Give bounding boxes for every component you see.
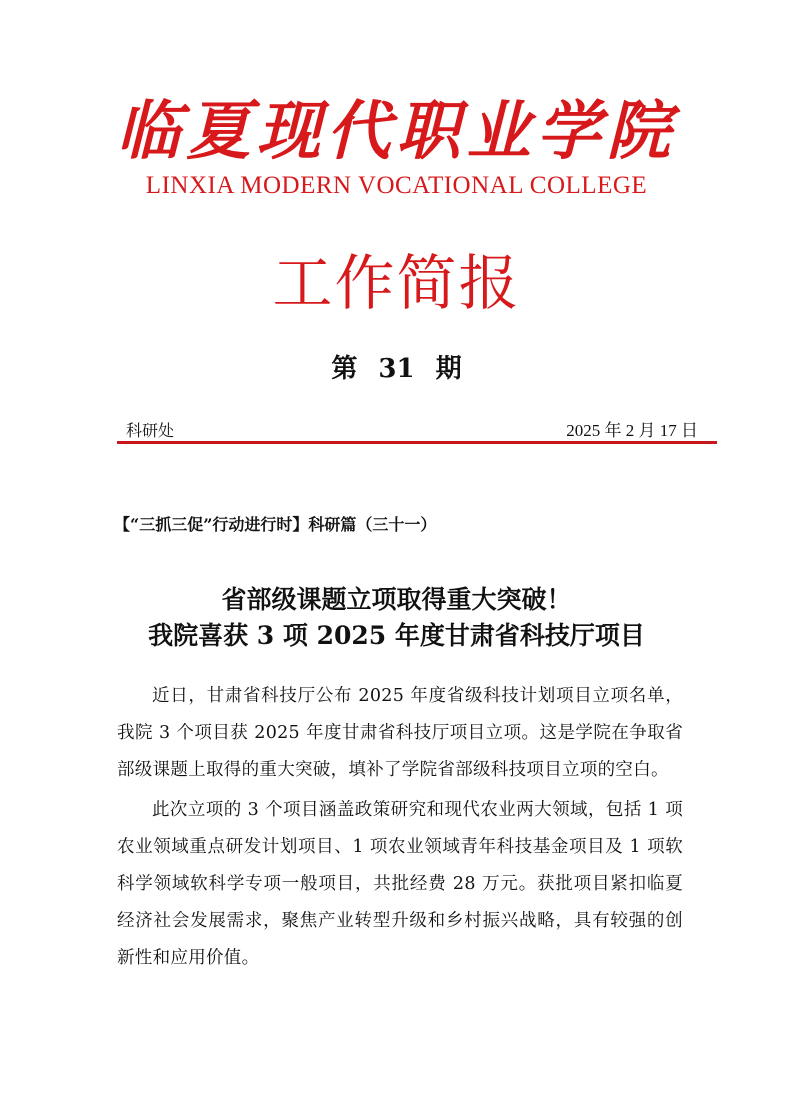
college-logo-chinese: 临夏现代职业学院 <box>116 94 677 169</box>
headline-line-1: 省部级课题立项取得重大突破！ <box>221 585 572 614</box>
issue-suffix: 期 <box>435 354 462 384</box>
article-body <box>117 678 683 980</box>
issue-number-line <box>0 352 793 386</box>
section-tag: 【“三抓三促”行动进行时】科研篇（三十一） <box>114 515 437 534</box>
header-divider <box>117 441 717 444</box>
issue-number: 31 <box>378 354 415 384</box>
headline-line-2: 我院喜获 3 项 2025 年度甘肃省科技厅项目 <box>148 621 645 650</box>
college-logo-english: LINXIA MODERN VOCATIONAL COLLEGE <box>145 172 648 199</box>
brief-title: 工作简报 <box>272 249 521 319</box>
issue-date: 2025 年 2 月 17 日 <box>566 421 698 440</box>
paragraph: 近日，甘肃省科技厅公布 2025 年度省级科技计划项目立项名单，我院 3 个项目获 2025 年度甘肃省科技厅项目立项。这是学院在争取省部级课题上取得的重大突破，填补了学院省部级科技项目立项的空白。 <box>117 686 683 780</box>
issue-prefix: 第 <box>331 354 358 384</box>
issuing-department: 科研处 <box>126 421 175 440</box>
paragraph: 此次立项的 3 个项目涵盖政策研究和现代农业两大领域，包括 1 项农业领域重点研发计划项目、1 项农业领域青年科技基金项目及 1 项软科学领域软科学专项一般项目，共批经费 28 万元。获批项目紧扣临夏经济社会发展需求，聚焦产业转型升级和乡村振兴战略，具有较强的创新性和应用价值。 <box>117 800 683 968</box>
